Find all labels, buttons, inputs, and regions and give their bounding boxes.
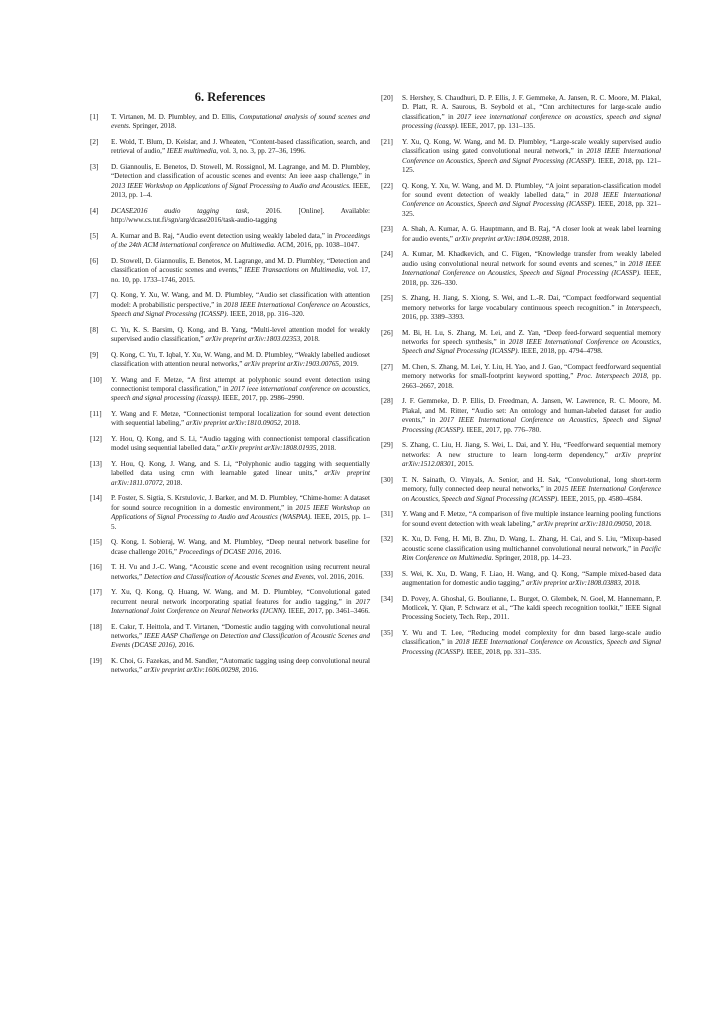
reference-venue: arXiv preprint arXiv:1803.02353, bbox=[205, 335, 302, 344]
reference-venue: arXiv preprint arXiv:1804.09288, bbox=[454, 234, 552, 243]
reference-details: 2015. bbox=[457, 460, 474, 469]
reference-entry bbox=[381, 329, 661, 357]
reference-details: 2018. bbox=[635, 519, 652, 528]
reference-number: [17] bbox=[90, 588, 102, 597]
reference-title: “Audio event detection using weakly labeled data,” in bbox=[176, 231, 333, 240]
reference-details: IEEE, 2017, pp. 2986–2990. bbox=[222, 394, 305, 403]
reference-title: “Audio tagging with connectionist temporal classification model using sequential labelled data,” bbox=[111, 435, 370, 453]
reference-number: [31] bbox=[381, 510, 393, 519]
reference-title: “Compact feedforward sequential memory networks for small-footprint keyword spotting,” bbox=[402, 363, 661, 381]
reference-entry bbox=[90, 494, 370, 532]
reference-details: 2018. bbox=[284, 419, 301, 428]
reference-title: “Cnn architectures for large-scale audio classification,” in bbox=[402, 103, 661, 121]
reference-entry bbox=[90, 538, 370, 557]
reference-title: “A joint separation-classification model for sound event detection of weakly labelled data,” in bbox=[402, 181, 661, 200]
reference-venue: Interspeech, bbox=[625, 303, 661, 312]
reference-details: 2018. bbox=[320, 444, 337, 453]
reference-entry bbox=[90, 351, 370, 370]
reference-authors: Y. Xu, Q. Kong, Q. Huang, W. Wang, and M. D. Plumbley, bbox=[111, 588, 303, 597]
reference-entry bbox=[381, 94, 661, 132]
reference-authors: E. Wold, T. Blum, D. Keislar, and J. Wheaten, bbox=[111, 138, 247, 146]
reference-title: “Chime-home: A dataset for sound source recognition in a domestic environment,” in bbox=[111, 494, 370, 512]
reference-venue: Computational analysis of sound scenes and events. bbox=[111, 113, 370, 131]
reference-list-left bbox=[90, 113, 370, 676]
reference-venue: Pacific Rim Conference on Multimedia. bbox=[402, 544, 661, 562]
reference-authors: A. Shah, A. Kumar, A. G. Hauptmann, and B. Raj, bbox=[402, 225, 551, 234]
reference-venue: DCASE2016 audio tagging task, bbox=[111, 206, 249, 215]
reference-details: 2018. bbox=[624, 578, 641, 587]
reference-number: [30] bbox=[381, 475, 393, 484]
reference-venue: arXiv preprint arXiv:1903.00765, bbox=[244, 360, 341, 369]
reference-authors: Q. Kong, Y. Xu, W. Wang, and M. D. Plumbley, bbox=[402, 181, 544, 190]
reference-number: [14] bbox=[90, 494, 102, 503]
reference-number: [25] bbox=[381, 294, 393, 303]
reference-entry bbox=[381, 629, 661, 657]
reference-entry bbox=[381, 225, 661, 244]
reference-number: [18] bbox=[90, 622, 102, 631]
reference-title: “Detection and classification of acoustic scenes and events,” bbox=[111, 256, 370, 275]
reference-venue: 2015 IEEE Workshop on Applications of Signal Processing to Audio and Acoustics (WASPAA). bbox=[111, 503, 370, 522]
reference-title: “Knowledge transfer from weakly labeled audio using convolutional neural network for sound events and scenes,” in bbox=[402, 250, 661, 268]
reference-venue: 2017 ieee international conference on acoustics, speech and signal processing (icassp). bbox=[402, 112, 661, 131]
reference-venue: 2018 IEEE International Conference on Acoustics, Speech and Signal Processing (ICASSP). bbox=[402, 638, 662, 656]
reference-authors: Y. Wang and F. Metze, bbox=[111, 410, 181, 419]
reference-authors: S. Zhang, C. Liu, H. Jiang, S. Wei, L. Dai, and Y. Hu, bbox=[402, 441, 562, 450]
section-heading bbox=[90, 90, 370, 105]
reference-entry bbox=[381, 363, 661, 391]
reference-details: vol. 2016, 2016. bbox=[317, 572, 364, 581]
reference-title: “Connectionist temporal localization for sound event detection with sequential labeling,” bbox=[111, 410, 370, 428]
reference-details: IEEE, 2018, pp. 326–330. bbox=[402, 269, 662, 287]
reference-title: “Polyphonic audio tagging with sequentially labelled data using crnn with learnable gated linear units,” bbox=[111, 460, 371, 478]
reference-number: [8] bbox=[90, 325, 99, 334]
reference-venue: 2015 IEEE International Conference on Acoustics, Speech and Signal Processing (ICASSP). bbox=[402, 485, 662, 503]
reference-title: “A comparison of five multiple instance learning pooling functions for sound event detection with weak labeling,” bbox=[402, 510, 661, 528]
reference-details: 2018. bbox=[553, 234, 570, 243]
reference-venue: arXiv preprint arXiv:1808.01935, bbox=[221, 444, 319, 453]
left-column bbox=[90, 90, 370, 682]
reference-entry bbox=[90, 326, 370, 345]
reference-title: “Convolutional gated recurrent neural network incorporating spatial features for audio tagging,” in bbox=[111, 588, 370, 606]
reference-authors: E. Cakır, T. Heittola, and T. Virtanen, bbox=[111, 622, 220, 631]
reference-authors: Q. Kong, I. Sobieraj, W. Wang, and M. Plumbley, bbox=[111, 538, 264, 547]
reference-details: vol. 17, no. 10, pp. 1733–1746, 2015. bbox=[111, 266, 370, 284]
reference-title: “Content-based classification, search, and retrieval of audio,” bbox=[111, 138, 371, 156]
reference-number: [2] bbox=[90, 138, 99, 146]
reference-venue: arXiv preprint arXiv:1808.03883, bbox=[526, 578, 623, 587]
reference-details: 2016. bbox=[242, 666, 259, 675]
reference-venue: Proc. Interspeech 2018, bbox=[576, 372, 649, 381]
reference-details: 2016. bbox=[178, 641, 195, 650]
reference-authors: M. Bi, H. Lu, S. Zhang, M. Lei, and Z. Yan, bbox=[402, 328, 541, 337]
reference-title: “Feedforward sequential memory networks: A new structure to learn long-term dependency,” bbox=[402, 441, 661, 459]
reference-number: [34] bbox=[381, 594, 393, 603]
reference-details: 2016. bbox=[265, 547, 282, 556]
reference-title: “Compact feedforward sequential memory networks for large vocabulary continuous speech recognition.” in bbox=[402, 294, 661, 312]
reference-entry bbox=[381, 595, 661, 623]
reference-entry bbox=[381, 570, 661, 589]
reference-entry bbox=[90, 563, 370, 582]
reference-title: “Automatic tagging using deep convolutional neural networks,” bbox=[111, 657, 370, 675]
reference-authors: P. Foster, S. Sigtia, S. Krstulovic, J. Barker, and M. D. Plumbley, bbox=[111, 494, 298, 503]
reference-number: [22] bbox=[381, 181, 393, 190]
reference-venue: 2013 IEEE Workshop on Applications of Signal Processing to Audio and Acoustics. bbox=[111, 181, 351, 190]
reference-entry bbox=[90, 207, 370, 226]
reference-entry bbox=[90, 113, 370, 132]
reference-number: [27] bbox=[381, 363, 393, 372]
reference-details: 2016, pp. 3389–3393. bbox=[402, 313, 465, 322]
reference-title: “Audio set: An ontology and human-labeled dataset for audio events,” in bbox=[402, 406, 661, 425]
reference-number: [20] bbox=[381, 94, 393, 102]
reference-number: [7] bbox=[90, 291, 99, 300]
reference-title: “A closer look at weak label learning for audio events,” bbox=[402, 225, 661, 243]
reference-entry bbox=[90, 588, 370, 616]
reference-entry bbox=[381, 294, 661, 322]
reference-number: [13] bbox=[90, 460, 102, 469]
reference-venue: 2018 IEEE International Conference on Acoustics, Speech and Signal Processing (ICASSP). bbox=[402, 259, 661, 278]
reference-authors: S. Zhang, H. Jiang, S. Xiong, S. Wei, and L.-R. Dai, bbox=[402, 294, 561, 303]
reference-number: [4] bbox=[90, 206, 99, 215]
reference-venue: 2018 IEEE International Conference on Acoustics, Speech and Signal Processing (ICASSP). bbox=[402, 147, 662, 165]
reference-title: “The kaldi speech recognition toolkit,” bbox=[509, 603, 623, 612]
reference-authors: D. Povey, A. Ghoshal, G. Boulianne, L. Burget, O. Glembek, N. Goel, M. Hannemann, P. Motlicek, Y. Qian, P. Schwarz et al., bbox=[402, 594, 661, 612]
reference-venue: arXiv preprint arXiv:1810.09050, bbox=[537, 519, 634, 528]
reference-number: [3] bbox=[90, 163, 99, 171]
reference-venue: IEEE AASP Challenge on Detection and Classification of Acoustic Scenes and Events (DCASE 2016), bbox=[111, 632, 370, 650]
reference-authors: A. Kumar and B. Raj, bbox=[111, 231, 175, 240]
reference-number: [29] bbox=[381, 441, 393, 450]
reference-title: “Convolutional, long short-term memory, fully connected deep neural networks,” in bbox=[402, 475, 661, 494]
reference-title: “Domestic audio tagging with convolutional neural networks,” bbox=[111, 622, 370, 641]
reference-authors: Y. Xu, Q. Kong, W. Wang, and M. D. Plumbley, bbox=[402, 137, 547, 146]
reference-details: IEEE, 2017, pp. 776–780. bbox=[466, 425, 541, 434]
reference-title: “Reducing model complexity for dnn based large-scale audio classification,” in bbox=[402, 628, 661, 647]
reference-venue: Proceedings of the 24th ACM international conference on Multimedia. bbox=[111, 231, 370, 250]
reference-entry bbox=[90, 257, 370, 285]
reference-details: vol. 3, no. 3, pp. 27–36, 1996. bbox=[219, 147, 306, 156]
reference-venue: 2018 IEEE International Conference on Acoustics, Speech and Signal Processing (ICASSP). bbox=[402, 191, 662, 209]
reference-entry bbox=[381, 182, 661, 220]
reference-details: IEEE, 2018, pp. 321–325. bbox=[402, 200, 661, 218]
reference-title: “Deep neural network baseline for dcase challenge 2016,” bbox=[111, 538, 370, 556]
reference-authors: T. Virtanen, M. D. Plumbley, and D. Ellis, bbox=[111, 113, 237, 121]
reference-venue: IEEE Transactions on Multimedia, bbox=[244, 266, 346, 275]
reference-venue: arXiv preprint arXiv:1606.00298, bbox=[143, 666, 241, 675]
reference-details: Springer, 2018, pp. 14–23. bbox=[495, 553, 572, 562]
reference-title: “Deep feed-forward sequential memory networks for speech synthesis,” in bbox=[402, 328, 661, 347]
reference-entry bbox=[381, 535, 661, 563]
reference-number: [24] bbox=[381, 250, 393, 259]
reference-venue: arXiv preprint arXiv:1811.07072, bbox=[111, 469, 370, 487]
reference-title: “Mixup-based acoustic scene classification using multichannel convolutional neural network,” in bbox=[402, 535, 661, 553]
reference-authors: K. Xu, D. Feng, H. Mi, B. Zhu, D. Wang, L. Zhang, H. Cai, and S. Liu, bbox=[402, 535, 618, 544]
reference-venue: 2017 ieee international conference on acoustics, speech and signal processing (icassp). bbox=[111, 385, 370, 403]
reference-authors: Y. Wu and T. Lee, bbox=[402, 628, 464, 637]
reference-number: [10] bbox=[90, 375, 102, 384]
reference-number: [35] bbox=[381, 628, 393, 637]
reference-authors: Y. Hou, Q. Kong, J. Wang, and S. Li, bbox=[111, 460, 232, 469]
reference-title: “Multi-level attention model for weakly supervised audio classification,” bbox=[111, 325, 370, 344]
reference-details: IEEE Signal Processing Society, Tech. Rep., 2011. bbox=[402, 603, 662, 622]
reference-details: pp. 2663–2667, 2018. bbox=[402, 372, 661, 390]
reference-number: [9] bbox=[90, 350, 99, 359]
reference-entry bbox=[90, 435, 370, 454]
right-column bbox=[381, 94, 661, 663]
reference-number: [19] bbox=[90, 657, 102, 666]
section-title: References bbox=[207, 90, 266, 104]
reference-entry bbox=[90, 163, 370, 201]
reference-list-right bbox=[381, 94, 661, 657]
section-number: 6. bbox=[194, 90, 205, 104]
reference-entry bbox=[90, 657, 370, 676]
reference-entry bbox=[381, 441, 661, 469]
reference-number: [11] bbox=[90, 410, 102, 419]
reference-authors: Q. Kong, C. Yu, T. Iqbal, Y. Xu, W. Wang, and M. D. Plumbley, bbox=[111, 350, 294, 359]
reference-entry bbox=[381, 510, 661, 529]
reference-entry bbox=[90, 232, 370, 251]
reference-details: ACM, 2016, pp. 1038–1047. bbox=[277, 241, 360, 250]
reference-number: [21] bbox=[381, 137, 393, 146]
reference-entry bbox=[90, 410, 370, 429]
reference-authors: J. F. Gemmeke, D. P. Ellis, D. Freedman, A. Jansen, W. Lawrence, R. C. Moore, M. Plakal, and M. Ritter, bbox=[402, 397, 661, 415]
reference-number: [6] bbox=[90, 256, 99, 265]
reference-entry bbox=[90, 623, 370, 651]
reference-authors: T. N. Sainath, O. Vinyals, A. Senior, and H. Sak, bbox=[402, 475, 561, 484]
reference-venue: arXiv preprint arXiv:1810.09052, bbox=[185, 419, 283, 428]
reference-details: IEEE, 2017, pp. 3461–3466. bbox=[288, 607, 370, 616]
reference-entry bbox=[90, 460, 370, 488]
reference-number: [32] bbox=[381, 535, 393, 544]
reference-authors: T. H. Vu and J.-C. Wang, bbox=[111, 563, 187, 572]
reference-venue: 2018 IEEE International Conference on Acoustics, Speech and Signal Processing (ICASSP). bbox=[111, 300, 370, 319]
reference-venue: 2017 IEEE International Conference on Acoustics, Speech and Signal Processing (ICASSP). bbox=[402, 416, 661, 434]
reference-number: [15] bbox=[90, 538, 102, 547]
reference-authors: Y. Hou, Q. Kong, and S. Li, bbox=[111, 435, 197, 444]
reference-entry bbox=[381, 476, 661, 504]
reference-number: [23] bbox=[381, 225, 393, 234]
reference-number: [26] bbox=[381, 328, 393, 337]
reference-authors: S. Wei, K. Xu, D. Wang, F. Liao, H. Wang, and Q. Kong, bbox=[402, 569, 580, 578]
reference-details: 2018. bbox=[303, 335, 320, 344]
reference-entry bbox=[90, 138, 370, 157]
reference-details: IEEE, 2018, pp. 121–125. bbox=[402, 156, 661, 175]
reference-authors: Q. Kong, Y. Xu, W. Wang, and M. D. Plumbley, bbox=[111, 291, 254, 300]
reference-authors: Y. Wang and F. Metze, bbox=[111, 375, 184, 384]
reference-authors: A. Kumar, M. Khadkevich, and C. Fügen, bbox=[402, 250, 532, 259]
reference-number: [16] bbox=[90, 563, 102, 572]
reference-entry bbox=[90, 291, 370, 319]
reference-authors: S. Hershey, S. Chaudhuri, D. P. Ellis, J. F. Gemmeke, A. Jansen, R. C. Moore, M. Plakal, D. Platt, R. A. Saurous, B. Seybold et al., bbox=[402, 94, 661, 112]
reference-entry bbox=[381, 138, 661, 176]
reference-details: 2018. bbox=[166, 478, 183, 487]
reference-number: [33] bbox=[381, 569, 393, 578]
reference-venue: 2018 IEEE International Conference on Acoustics, Speech and Signal Processing (ICASSP). bbox=[402, 338, 662, 356]
reference-authors: K. Choi, G. Fazekas, and M. Sandler, bbox=[111, 657, 219, 666]
reference-venue: IEEE multimedia, bbox=[166, 147, 219, 156]
reference-details: IEEE, 2018, pp. 316–320. bbox=[230, 310, 305, 319]
reference-entry bbox=[90, 376, 370, 404]
reference-details: IEEE, 2015, pp. 1–5. bbox=[111, 513, 370, 531]
reference-details: IEEE, 2013, pp. 1–4. bbox=[111, 181, 370, 200]
reference-title: “Large-scale weakly supervised audio classification using gated convolutional neural network,” in bbox=[402, 137, 662, 156]
reference-number: [12] bbox=[90, 435, 102, 444]
reference-venue: Proceedings of DCASE 2016, bbox=[178, 547, 264, 556]
reference-number: [1] bbox=[90, 113, 99, 121]
reference-authors: M. Chen, S. Zhang, M. Lei, Y. Liu, H. Yao, and J. Gao, bbox=[402, 363, 563, 372]
reference-entry bbox=[381, 250, 661, 288]
reference-title: “Weakly labelled audioset classification with attention neural networks,” bbox=[111, 350, 370, 369]
reference-authors: Y. Wang and F. Metze, bbox=[402, 510, 467, 519]
reference-details: Springer, 2018. bbox=[132, 122, 177, 131]
reference-venue: 2017 International Joint Conference on Neural Networks (IJCNN). bbox=[111, 597, 370, 616]
reference-title: “Acoustic scene and event recognition using recurrent neural networks,” bbox=[111, 563, 371, 581]
reference-title: “Audio set classification with attention model: A probabilistic perspective,” in bbox=[111, 291, 370, 309]
reference-entry bbox=[381, 397, 661, 435]
reference-details: IEEE, 2018, pp. 331–335. bbox=[466, 647, 541, 656]
reference-authors: D. Stowell, D. Giannoulis, E. Benetos, M. Lagrange, and M. D. Plumbley, bbox=[111, 256, 325, 265]
reference-title: “Sample mixed-based data augmentation for domestic audio tagging,” bbox=[402, 569, 661, 587]
reference-details: IEEE, 2015, pp. 4580–4584. bbox=[560, 494, 643, 503]
reference-authors: D. Giannoulis, E. Benetos, D. Stowell, M. Rossignol, M. Lagrange, and M. D. Plumbley, bbox=[111, 163, 370, 171]
reference-venue: arXiv preprint arXiv:1512.08301, bbox=[402, 450, 661, 469]
reference-authors: C. Yu, K. S. Barsim, Q. Kong, and B. Yang, bbox=[111, 325, 248, 334]
reference-details: 2016. [Online]. Available: http://www.cs.tut.fi/sgn/arg/dcase2016/task-audio-tagging bbox=[111, 206, 370, 225]
reference-number: [28] bbox=[381, 397, 393, 406]
reference-title: “Detection and classification of acoustic scenes and events: An ieee aasp challenge,” in bbox=[111, 172, 370, 181]
reference-number: [5] bbox=[90, 231, 99, 240]
reference-details: IEEE, 2017, pp. 131–135. bbox=[460, 122, 536, 131]
reference-venue: Detection and Classification of Acoustic Scenes and Events, bbox=[143, 572, 316, 581]
reference-details: 2019. bbox=[342, 360, 359, 369]
reference-details: IEEE, 2018, pp. 4794–4798. bbox=[521, 347, 603, 356]
reference-title: “A first attempt at polyphonic sound event detection using connectionist temporal classification,” in bbox=[111, 375, 370, 394]
